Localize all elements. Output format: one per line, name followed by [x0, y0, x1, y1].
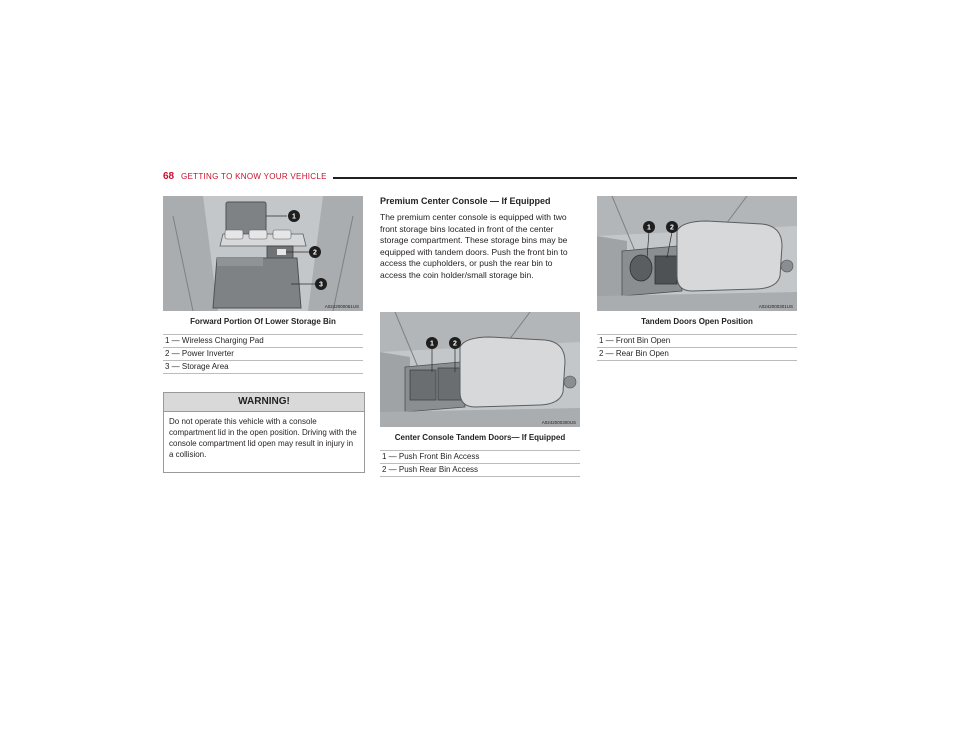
warning-box: [163, 392, 365, 473]
legend-item: 2 — Push Rear Bin Access: [380, 464, 580, 477]
tandem-doors-open-illustration: [597, 196, 797, 311]
figure-code: A0242000061US: [324, 304, 359, 309]
callout-2-marker: [309, 246, 321, 258]
legend-item: 1 — Push Front Bin Access: [380, 450, 580, 464]
warning-text: Do not operate this vehicle with a console compartment lid in the open position. Driving with the console compartment lid open may result in injury in a collision.: [169, 417, 357, 459]
figure-lower-storage-bin: [163, 196, 363, 311]
figure-caption: Forward Portion Of Lower Storage Bin: [190, 317, 336, 326]
callout-2-marker: [449, 337, 461, 349]
figure-code: A0242000300US: [541, 420, 576, 425]
header-rule: [333, 177, 797, 179]
section-title: GETTING TO KNOW YOUR VEHICLE: [181, 172, 327, 181]
storage-bin-illustration: [163, 196, 363, 311]
figure-code: A0242000301US: [758, 304, 793, 309]
svg-text:1: 1: [292, 213, 296, 221]
callout-1-marker: [643, 221, 655, 233]
tandem-doors-illustration: [380, 312, 580, 427]
section-heading: Premium Center Console — If Equipped: [380, 196, 551, 206]
svg-text:3: 3: [319, 281, 323, 289]
svg-text:2: 2: [313, 249, 317, 257]
figure-legend: [597, 334, 797, 361]
warning-title: WARNING!: [164, 393, 364, 412]
callout-3-marker: [315, 278, 327, 290]
page-header: [163, 171, 797, 187]
body-paragraph: The premium center console is equipped with two front storage bins located in front of the center storage compartment. These storage bins may be equipped with tandem doors. Push the front bin to access the cupholders, or push the rear bin to access the coin holder/small storage bin.: [380, 212, 568, 280]
svg-text:1: 1: [430, 340, 434, 348]
svg-text:2: 2: [453, 340, 457, 348]
figure-tandem-doors-open: [597, 196, 797, 311]
callout-2-marker: [666, 221, 678, 233]
page-number: 68: [163, 171, 175, 182]
svg-text:2: 2: [670, 224, 674, 232]
figure-legend: [380, 450, 580, 477]
legend-item: 2 — Rear Bin Open: [597, 348, 797, 361]
legend-item: 1 — Front Bin Open: [597, 334, 797, 348]
legend-item: 2 — Power Inverter: [163, 348, 363, 361]
legend-item: 1 — Wireless Charging Pad: [163, 334, 363, 348]
figure-legend: [163, 334, 363, 374]
svg-text:1: 1: [647, 224, 651, 232]
callout-1-marker: [426, 337, 438, 349]
figure-tandem-doors: [380, 312, 580, 427]
figure-caption: Tandem Doors Open Position: [641, 317, 753, 326]
figure-caption: Center Console Tandem Doors— If Equipped: [394, 433, 566, 442]
legend-item: 3 — Storage Area: [163, 361, 363, 374]
callout-1-marker: [288, 210, 300, 222]
